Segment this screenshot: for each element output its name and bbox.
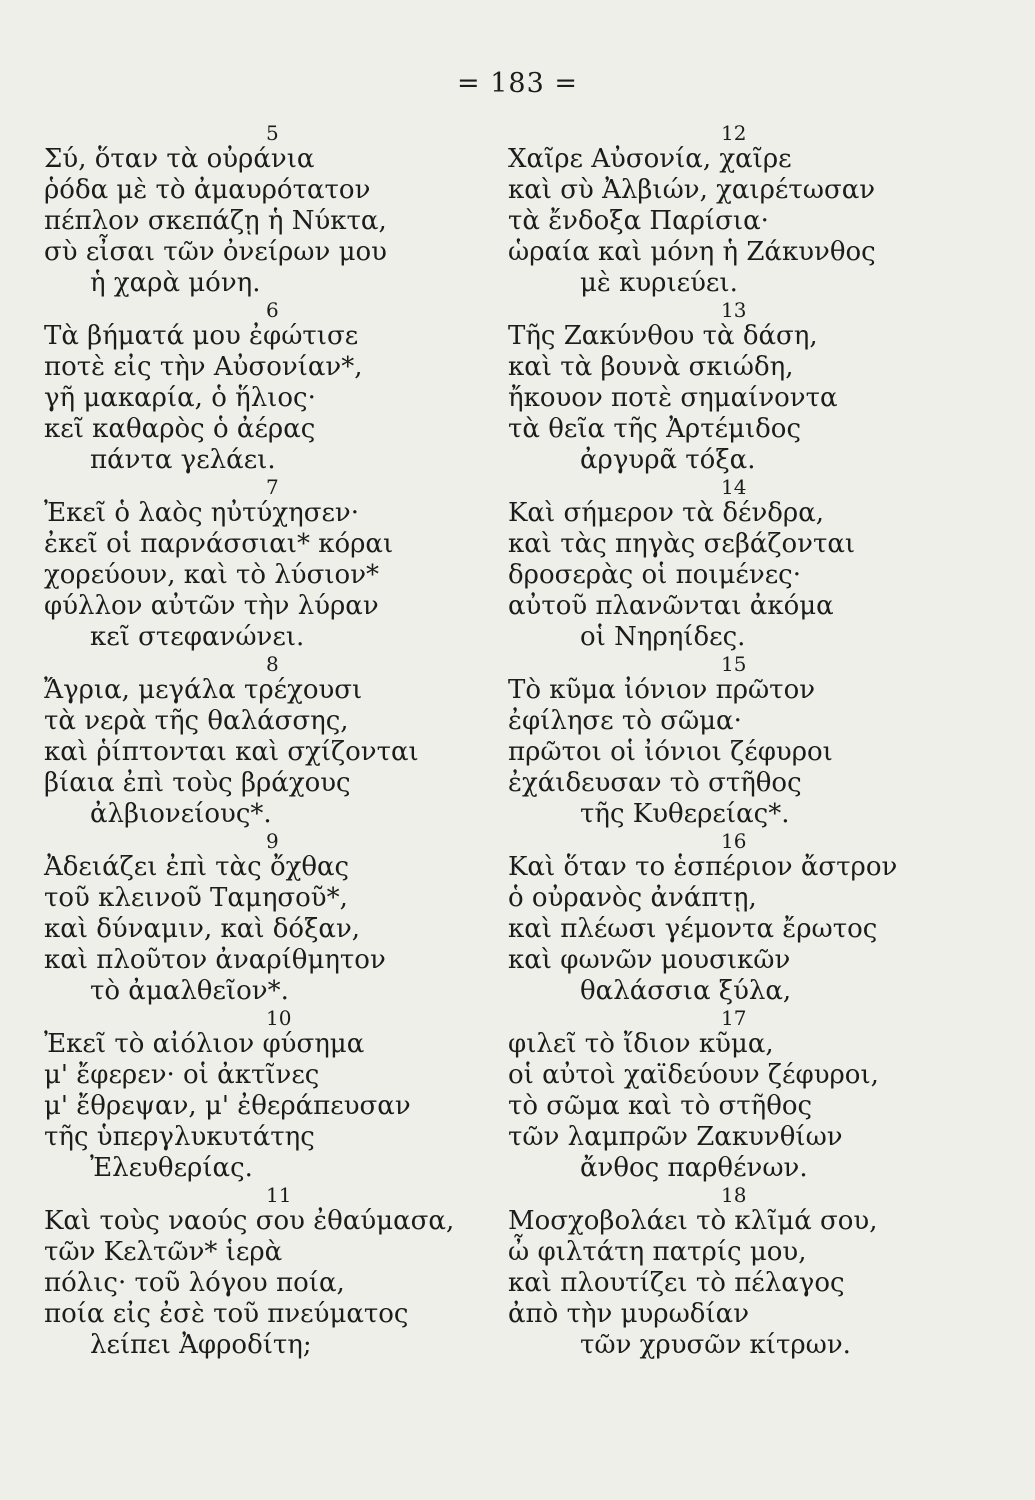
stanza-number: 9: [266, 829, 279, 853]
verse-line: τὸ ἀμαλθεῖον*.: [90, 976, 289, 1006]
verse-line: κεῖ καθαρὸς ὁ ἀέρας: [44, 414, 316, 444]
verse-line: οἱ Νηρηίδες.: [580, 622, 746, 652]
verse-line: τὸ σῶμα καὶ τὸ στῆθος: [508, 1091, 813, 1121]
stanza-number: 15: [721, 652, 747, 676]
verse-line: ὦ φιλτάτη πατρίς μου,: [508, 1237, 807, 1267]
stanza-number: 16: [721, 829, 747, 853]
stanza-number: 5: [266, 121, 279, 145]
stanza: [508, 122, 928, 299]
verse-line: καὶ ῥίπτονται καὶ σχίζονται: [44, 737, 419, 767]
verse-line: πέπλον σκεπάζῃ ἡ Νύκτα,: [44, 206, 387, 236]
stanza-number: 7: [266, 475, 279, 499]
verse-line: Ἐκεῖ ὁ λαὸς ηὐτύχησεν·: [44, 498, 359, 528]
verse-line: τὰ νερὰ τῆς θαλάσσης,: [44, 706, 349, 736]
verse-line: Ἄγρια, μεγάλα τρέχουσι: [44, 675, 363, 705]
verse-line: κεῖ στεφανώνει.: [90, 622, 305, 652]
stanza-number: 14: [721, 475, 747, 499]
stanza-number: 13: [721, 298, 747, 322]
stanza: [44, 476, 494, 653]
stanza-number: 17: [721, 1006, 747, 1030]
verse-line: Ἐλευθερίας.: [90, 1153, 253, 1183]
stanza-number: 12: [721, 121, 747, 145]
stanza-number: 18: [721, 1183, 747, 1207]
verse-line: Καὶ τοὺς ναούς σου ἐθαύμασα,: [44, 1206, 455, 1236]
verse-line: ἐφίλησε τὸ σῶμα·: [508, 706, 742, 736]
verse-line: ἀργυρᾶ τόξα.: [580, 445, 756, 475]
stanza: [44, 1007, 494, 1184]
stanza: [508, 653, 928, 830]
verse-line: καὶ φωνῶν μουσικῶν: [508, 945, 791, 975]
verse-line: καὶ σὺ Ἀλβιών, χαιρέτωσαν: [508, 175, 876, 205]
verse-line: καὶ τὰ βουνὰ σκιώδη,: [508, 352, 794, 382]
stanza: [44, 1184, 494, 1361]
verse-line: ῥόδα μὲ τὸ ἀμαυρότατον: [44, 175, 371, 205]
verse-line: Ἐκεῖ τὸ αἰόλιον φύσημα: [44, 1029, 365, 1059]
verse-line: πάντα γελάει.: [90, 445, 276, 475]
stanza: [508, 1184, 928, 1361]
stanza-number: 6: [266, 298, 279, 322]
verse-line: καὶ πλέωσι γέμοντα ἔρωτος: [508, 914, 878, 944]
stanza: [44, 299, 494, 476]
verse-line: καὶ τὰς πηγὰς σεβάζονται: [508, 529, 856, 559]
verse-line: Τὰ βήματά μου ἐφώτισε: [44, 321, 359, 351]
verse-line: Ἀδειάζει ἐπὶ τὰς ὄχθας: [44, 852, 350, 882]
stanza-number: 11: [266, 1183, 292, 1207]
verse-line: λείπει Ἀφροδίτη;: [90, 1330, 312, 1360]
verse-line: ὁ οὐρανὸς ἀνάπτῃ,: [508, 883, 757, 913]
verse-line: μ' ἔφερεν· οἱ ἀκτῖνες: [44, 1060, 320, 1090]
right-column: [508, 122, 928, 1361]
verse-line: τοῦ κλεινοῦ Ταμησοῦ*,: [44, 883, 348, 913]
verse-line: Τῆς Ζακύνθου τὰ δάση,: [508, 321, 818, 351]
verse-line: βίαια ἐπὶ τοὺς βράχους: [44, 768, 351, 798]
stanza-number: 10: [266, 1006, 292, 1030]
verse-line: καὶ πλουτίζει τὸ πέλαγος: [508, 1268, 845, 1298]
verse-line: σὺ εἶσαι τῶν ὀνείρων μου: [44, 237, 387, 267]
stanza: [508, 476, 928, 653]
verse-line: τῆς Κυθερείας*.: [580, 799, 790, 829]
verse-line: τὰ θεῖα τῆς Ἀρτέμιδος: [508, 414, 802, 444]
verse-line: ποία εἰς ἐσὲ τοῦ πνεύματος: [44, 1299, 409, 1329]
stanza-number: 8: [266, 652, 279, 676]
verse-line: ἐκεῖ οἱ παρνάσσιαι* κόραι: [44, 529, 394, 559]
verse-line: τῶν λαμπρῶν Ζακυνθίων: [508, 1122, 843, 1152]
verse-line: ὡραία καὶ μόνη ἡ Ζάκυνθος: [508, 237, 876, 267]
verse-line: ποτὲ εἰς τὴν Αὐσονίαν*,: [44, 352, 363, 382]
stanza: [44, 122, 494, 299]
verse-line: μὲ κυριεύει.: [580, 268, 738, 298]
verse-line: ἤκουον ποτὲ σημαίνοντα: [508, 383, 838, 413]
verse-line: τῶν χρυσῶν κίτρων.: [580, 1330, 851, 1360]
verse-line: γῆ μακαρία, ὁ ἥλιος·: [44, 383, 316, 413]
verse-line: Καὶ σήμερον τὰ δένδρα,: [508, 498, 825, 528]
stanza: [44, 830, 494, 1007]
verse-line: τῶν Κελτῶν* ἱερὰ: [44, 1237, 283, 1267]
verse-line: φύλλον αὐτῶν τὴν λύραν: [44, 591, 379, 621]
verse-line: μ' ἔθρεψαν, μ' ἐθεράπευσαν: [44, 1091, 411, 1121]
verse-line: δροσερὰς οἱ ποιμένες·: [508, 560, 801, 590]
page-number: = 183 =: [457, 68, 578, 99]
verse-line: τῆς ὑπεργλυκυτάτης: [44, 1122, 315, 1152]
verse-line: Καὶ ὅταν το ἑσπέριον ἄστρον: [508, 852, 898, 882]
verse-line: ἄνθος παρθένων.: [580, 1153, 808, 1183]
stanza: [44, 653, 494, 830]
verse-line: φιλεῖ τὸ ἴδιον κῦμα,: [508, 1029, 774, 1059]
verse-line: τὰ ἔνδοξα Παρίσια·: [508, 206, 769, 236]
verse-line: Χαῖρε Αὐσονία, χαῖρε: [508, 144, 792, 174]
stanza: [508, 830, 928, 1007]
stanza: [508, 299, 928, 476]
verse-line: ἐχάιδευσαν τὸ στῆθος: [508, 768, 802, 798]
verse-line: Τὸ κῦμα ἰόνιον πρῶτον: [508, 675, 816, 705]
verse-line: καὶ πλοῦτον ἀναρίθμητον: [44, 945, 386, 975]
left-column: [44, 122, 494, 1361]
verse-line: καὶ δύναμιν, καὶ δόξαν,: [44, 914, 361, 944]
verse-line: ἡ χαρὰ μόνη.: [90, 268, 261, 298]
verse-line: Μοσχοβολάει τὸ κλῖμά σου,: [508, 1206, 878, 1236]
verse-line: οἱ αὐτοὶ χαϊδεύουν ζέφυροι,: [508, 1060, 879, 1090]
verse-line: Σύ, ὅταν τὰ οὐράνια: [44, 144, 315, 174]
verse-line: ἀπὸ τὴν μυρωδίαν: [508, 1299, 749, 1329]
verse-line: πρῶτοι οἱ ἰόνιοι ζέφυροι: [508, 737, 833, 767]
verse-line: θαλάσσια ξύλα,: [580, 976, 792, 1006]
verse-line: ἀλβιονείους*.: [90, 799, 272, 829]
verse-line: πόλις· τοῦ λόγου ποία,: [44, 1268, 345, 1298]
verse-line: αὐτοῦ πλανῶνται ἀκόμα: [508, 591, 834, 621]
verse-line: χορεύουν, καὶ τὸ λύσιον*: [44, 560, 380, 590]
stanza: [508, 1007, 928, 1184]
